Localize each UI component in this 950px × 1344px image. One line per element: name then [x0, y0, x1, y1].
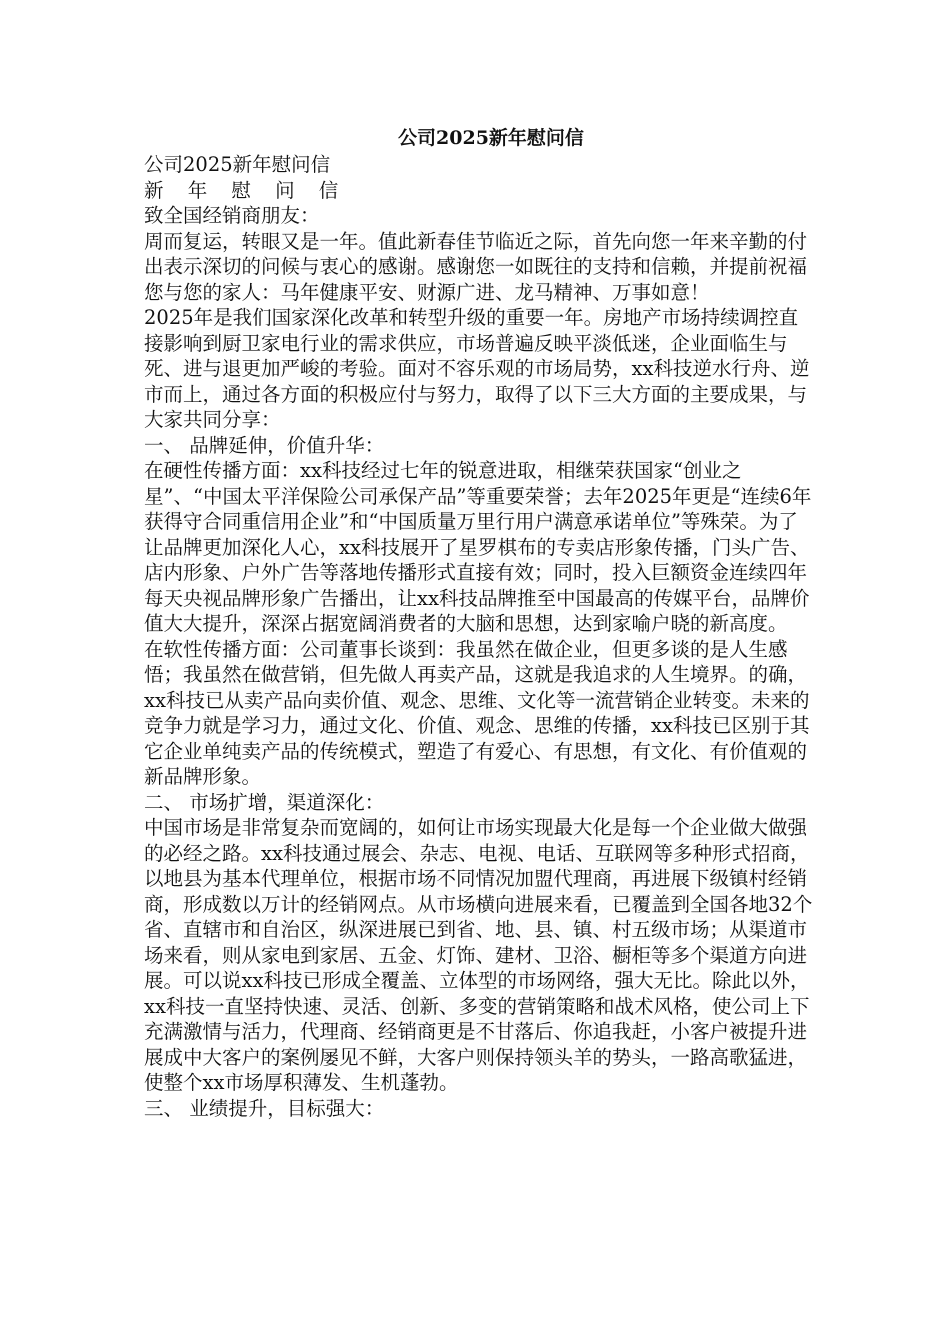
document-title: 公司2025新年慰问信: [398, 127, 584, 149]
letter-heading: 新 年 慰 问 信: [144, 178, 348, 202]
section-heading-1: 一、 品牌延伸，价值升华：: [144, 433, 385, 457]
greeting-paragraph: 周而复运，转眼又是一年。值此新春佳节临近之际，首先向您一年来辛勤的付出表示深切的问候与衷心的感谢。感谢您一如既往的支持和信赖，并提前祝福您与您的家人：马年健康平安、财源广进、龙马精神、万事如意！: [144, 229, 808, 304]
hard-promotion-paragraph: 在硬性传播方面：xx科技经过七年的锐意进取，相继荣获国家“创业之星”、“中国太平洋保险公司承保产品”等重要荣誉；去年2025年更是“连续6年获得守合同重信用企业”和“中国质量万里行用户满意承诺单位”等殊荣。为了让品牌更加深化人心，xx科技展开了星罗棋布的专卖店形象传播，门头广告、店内形象、户外广告等落地传播形式直接有效；同时，投入巨额资金连续四年每天央视品牌形象广告播出，让xx科技品牌推至中国最高的传媒平台，品牌价值大大提升，深深占据宽阔消费者的大脑和思想，达到家喻户晓的新高度。: [144, 459, 812, 635]
section-heading-3: 三、 业绩提升，目标强大：: [144, 1096, 385, 1120]
subtitle-line: 公司2025新年慰问信: [144, 153, 331, 176]
market-expansion-paragraph: 中国市场是非常复杂而宽阔的，如何让市场实现最大化是每一个企业做大做强的必经之路。xx科技通过展会、杂志、电视、电话、互联网等多种形式招商，以地县为基本代理单位，根据市场不同情况加盟代理商，再进展下级镇村经销商，形成数以万计的经销网点。从市场横向进展来看，已覆盖到全国各地32个省、直辖市和自治区，纵深进展已到省、地、县、镇、村五级市场；从渠道市场来看，则从家电到家居、五金、灯饰、建材、卫浴、橱柜等多个渠道方向进展。可以说xx科技已形成全覆盖、立体型的市场网络，强大无比。除此以外，xx科技一直坚持快速、灵活、创新、多变的营销策略和战术风格，使公司上下充满激情与活力，代理商、经销商更是不甘落后、你追我赶，小客户被提升进展成中大客户的案例屡见不鲜，大客户则保持领头羊的势头，一路高歌猛进，使整个xx市场厚积薄发、生机蓬勃。: [144, 816, 813, 1094]
salutation: 致全国经销商朋友：: [144, 204, 320, 227]
year-review-paragraph: 2025年是我们国家深化改革和转型升级的重要一年。房地产市场持续调控直接影响到厨卫家电行业的需求供应，市场普遍反映平淡低迷，企业面临生与死、进与退更加严峻的考验。面对不容乐观的市场局势，xx科技逆水行舟、逆市而上，通过各方面的积极应付与努力，取得了以下三大方面的主要成果，与大家共同分享：: [144, 306, 810, 431]
soft-promotion-paragraph: 在软性传播方面：公司董事长谈到：我虽然在做企业，但更多谈的是人生感悟；我虽然在做营销，但先做人再卖产品，这就是我追求的人生境界。的确，xx科技已从卖产品向卖价值、观念、思维、文化等一流营销企业转变。未来的竞争力就是学习力，通过文化、价值、观念、思维的传播，xx科技已区别于其它企业单纯卖产品的传统模式，塑造了有爱心、有思想，有文化、有价值观的新品牌形象。: [144, 637, 810, 788]
document-page: [144, 120, 814, 1121]
section-heading-2: 二、 市场扩增，渠道深化：: [144, 790, 385, 814]
